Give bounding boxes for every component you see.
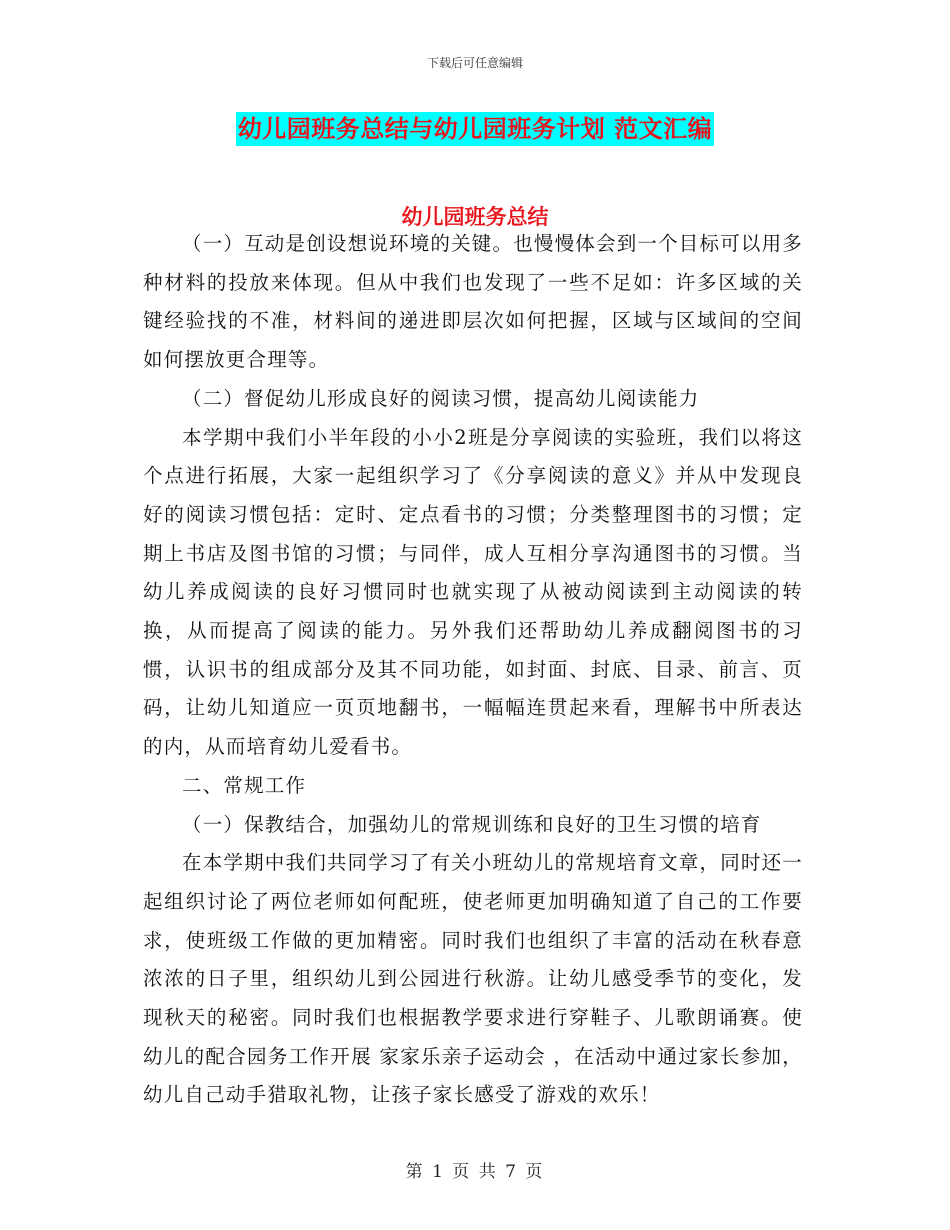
paragraph: 在本学期中我们共同学习了有关小班幼儿的常规培育文章，同时还一起组织讨论了两位老师如何配班，使老师更加明确知道了自己的工作要求，使班级工作做的更加精密。同时我们也组织了丰富的活动在秋春意浓浓的日子里，组织幼儿到公园进行秋游。让幼儿感受季节的变化，发现秋天的秘密。同时我们也根据教学要求进行穿鞋子、儿歌朗诵赛。使幼儿的配合园务工作开展 家家乐亲子运动会 ，在活动中通过家长参加，幼儿自己动手猎取礼物，让孩子家长感受了游戏的欢乐！: [143, 851, 804, 1107]
paragraph: （二）督促幼儿形成良好的阅读习惯，提高幼儿阅读能力: [182, 386, 700, 410]
document-title-text: 幼儿园班务总结与幼儿园班务计划 范文汇编: [236, 112, 714, 146]
paragraph: （一）互动是创设想说环境的关键。也慢慢体会到一个目标可以用多种材料的投放来体现。但从中我们也发现了一些不足如：许多区域的关键经验找的不准，材料间的递进即层次如何把握，区域与区域间的空间如何摆放更合理等。: [143, 232, 804, 372]
document-body: [143, 225, 803, 1115]
page-footer: 第 1 页 共 7 页: [405, 1162, 545, 1182]
document-title: [0, 112, 950, 146]
paragraph: （一）保教结合，加强幼儿的常规训练和良好的卫生习惯的培育: [182, 812, 762, 836]
header-note: 下载后可任意编辑: [426, 56, 523, 70]
paragraph: 本学期中我们小半年段的小小2班是分享阅读的实验班，我们以将这个点进行拓展，大家一起组织学习了《分享阅读的意义》并从中发现良好的阅读习惯包括：定时、定点看书的习惯；分类整理图书的习惯；定期上书店及图书馆的习惯；与同伴，成人互相分享沟通图书的习惯。当幼儿养成阅读的良好习惯同时也就实现了从被动阅读到主动阅读的转换，从而提高了阅读的能力。另外我们还帮助幼儿养成翻阅图书的习惯，认识书的组成部分及其不同功能，如封面、封底、目录、前言、页码，让幼儿知道应一页页地翻书，一幅幅连贯起来看，理解书中所表达的内，从而培育幼儿爱看书。: [143, 425, 803, 759]
paragraph: 二、常规工作: [182, 773, 307, 797]
section-title: 幼儿园班务总结: [401, 205, 549, 229]
